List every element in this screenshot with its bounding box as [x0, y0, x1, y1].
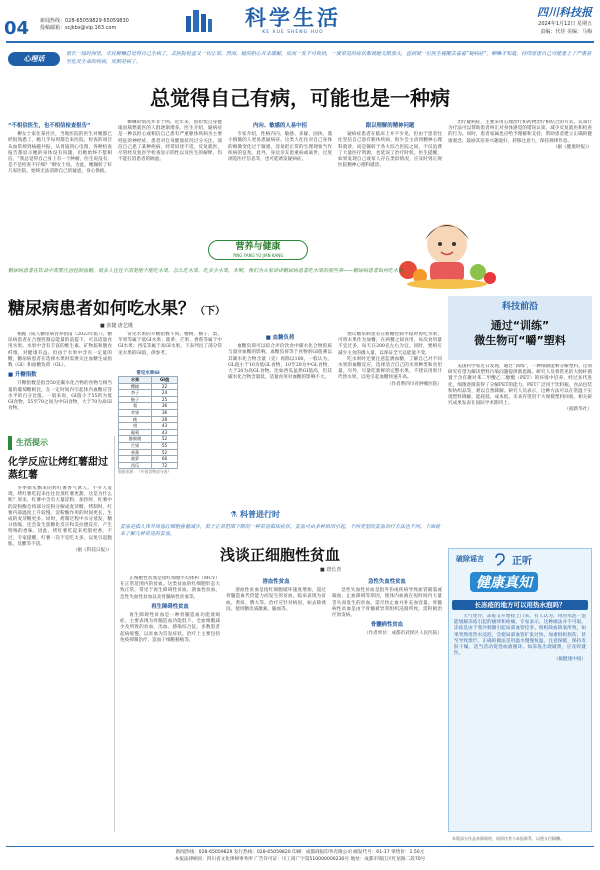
article-subheading: “不相信医生，也不相信检查报告”	[8, 123, 91, 129]
header-editors: 责编：代佳 美编：马梅	[540, 29, 592, 35]
article-source: （作者系四川省肿瘤医院）	[386, 381, 442, 387]
gi-table	[118, 376, 178, 469]
article-paragraph: 专家介绍，性格内向、敏感、多疑、固执、谨小慎微的人更易患疑病症。这类人往往对自己身体的细微变化过于敏感，容易把正常的生理现象当作疾病的征兆。此外，身边亲友患重病或离世、过度浏览医疗信息等，也可能诱发疑病症。	[228, 132, 332, 163]
tag-label: 科普进行时	[239, 510, 280, 519]
article-subheading: 溶血性贫血	[262, 579, 290, 585]
article-byline: ■ 张捷 唐艺瑾	[100, 323, 133, 329]
building-icon	[184, 8, 214, 32]
table-note: 数据来源：《中国食物成分表》	[118, 469, 172, 475]
section-pinyin: KE XUE SHENG HUO	[262, 30, 324, 35]
table-cell: 柚子	[119, 396, 152, 403]
table-row	[119, 383, 178, 390]
column-tag-psychology	[8, 52, 60, 66]
table-cell: 葡萄	[119, 429, 152, 436]
fruit-illustration-icon	[392, 210, 502, 290]
table-cell: 22	[152, 383, 178, 390]
table-cell: 43	[152, 429, 178, 436]
article-paragraph: 天气变冷，冻疮又开始找上门来。有人认为，用热水泡一泡能缓解冻疮引起的瘙痒和疼痛。专家表示，这种做法并不可取。冻疮是由于寒冷刺激引起局部血管痉挛、组织缺血缺氧所致，如果突然用热水浸泡，会使局部血管扩张过快，加重组织损伤，甚至导致溃烂。正确的做法是用温水慢慢复温，注意保暖，保持皮肤干燥，适当活动促进血液循环。如冻疮出现破溃，应及时就医。	[454, 614, 586, 657]
table-title: 常见水果GI	[136, 371, 160, 376]
article-paragraph: 疑病症患者在临床上并不少见，但由于患者往往坚信自己患有躯体疾病，很少会主动到精神心理科就诊，而是辗转于各大综合医院之间，不仅浪费了大量医疗资源，也延误了治疗时机。医生提醒，如果发现自己或家人存在类似情况，应及时到正规医院精神心理科就诊。	[338, 132, 442, 169]
article-column	[120, 576, 220, 832]
article-column	[8, 332, 112, 432]
tag-label: 生活提示	[16, 438, 48, 447]
article-intro: 很长一段时间里，市民柳琳总觉得自己生病了，去医院检查又一切正常，然而，她的担心并未缓解，反而一发不可收拾，一度常见的症状都被她无限放大，直到被一位医生提醒去看看“疑病症”，柳琳才知道，持续思虑自己可能患上了严重甚至危及生命的疾病，反倒是病了。	[66, 51, 592, 65]
article-paragraph: 冬季街头飘来的烤红薯香气诱人。不少人发现，烤红薯吃起来往往比蒸红薯更甜，这是为什么呢？原来，红薯中含有大量淀粉，加热时，红薯中的淀粉酶会将部分淀粉分解成麦芽糖。烤制时，红薯内部温度上升较慢，淀粉酶作用的时间更长，生成的麦芽糖更多。同时，烤制过程中水分蒸发，糖分浓缩，还会发生焦糖化反应和美拉德反应，产生特殊的香味。因此，烤红薯吃起来更甜更香。不过，专家提醒，红薯一次不宜吃太多，以免引起腹胀、反酸等不适。	[8, 486, 112, 547]
article-paragraph: 柳女士家住某社区，当地医院的医生对她都已经很熟悉了。她几乎每周都会来医院，检查的项目从血常规到核磁共振，从胃镜到心电图，各种检查报告都显示她的身体没有问题，但她始终不愿相信。“我总觉得自己身上有一个肿瘤，医生说没有，是不是检查不仔细？”柳女士说。为此，她辗转了好几家医院，始终无法消除自己的疑虑，身心俱疲。	[8, 132, 112, 175]
table-row	[119, 449, 178, 456]
article-column	[338, 332, 442, 502]
article-column	[332, 576, 442, 832]
header-contact-line: 投稿邮箱：scjkbs@vip.163.com	[40, 25, 117, 31]
article-column	[8, 486, 112, 832]
article-column	[226, 576, 326, 832]
nutrition-intro: 糖尿病患者在饮食中需要注意控制血糖，很多人往往不清楚能不能吃水果、怎么吃水果、吃多少水果。本期，我们为大家讲讲糖尿病患者吃水果的那些事——糖尿病患者如何吃水果。	[8, 268, 409, 274]
table-cell: 李子	[119, 390, 152, 397]
table-row	[119, 436, 178, 443]
table-cell: 芒果	[119, 442, 152, 449]
article-paragraph: 正细胞性贫血是指红细胞平均体积（MCV）在正常范围内的贫血。这类贫血的红细胞形态大致正常，常见于再生障碍性贫血、溶血性贫血、急性失血性贫血以及骨髓病性贫血等。	[120, 576, 220, 600]
article-subheading: 跟以理解的精神问题	[365, 123, 415, 129]
article-subheading: ■ 血糖负荷	[265, 335, 295, 341]
header-contact	[40, 18, 129, 32]
table-cell: 柑	[119, 423, 152, 430]
gi-table-block	[118, 370, 178, 474]
table-cell: 25	[152, 396, 178, 403]
table-cell: 苹果	[119, 409, 152, 416]
page-number: 04	[4, 18, 30, 39]
article-paragraph: 治疗疑病症，主要采用心理治疗和药物治疗相结合的方式。认知行为疗法可以帮助患者纠正对身体感觉的错误认知，减少反复就医和检查的行为。同时，患者家属也应给予理解和支持，帮助患者建立正确的健康观念，鼓励其培养兴趣爱好，转移注意力，保持规律作息。	[448, 120, 592, 144]
table-header: GI值	[152, 377, 178, 384]
article-subheading: 急性失血性贫血	[368, 579, 406, 585]
masthead: 四川科技报	[537, 6, 592, 19]
article-paragraph: 升糖指数是指含50克碳水化合物的食物与相当量的葡萄糖相比，在一定时间内引起体内血糖应答水平的百分比值。一般来说，GI值小于55的为低GI食物，55至70之间为中GI食物，大于70为高GI食物。	[8, 381, 112, 412]
banner-pinyin: YING YANG YU JIAN KANG	[232, 253, 284, 258]
table-cell: 28	[152, 416, 178, 423]
table-row	[119, 409, 178, 416]
page-footer	[8, 849, 592, 863]
headline-line: 微生物可“嚼”塑料	[474, 334, 566, 347]
tech-tag	[470, 300, 570, 314]
rumor-label: 破除谣言	[456, 555, 484, 563]
section-title: 科学生活	[245, 6, 341, 30]
headline-text: 糖尿病患者如何吃水果？	[8, 299, 195, 319]
article-subheading: 骨髓病性贫血	[370, 622, 404, 629]
article-paragraph: 根据《成人糖尿病食养指南（2023年版）》，糖尿病患者在合理控制总能量的前提下，可以适量食用水果。水果中含有丰富的维生素、矿物质和膳食纤维，对健康有益。但由于水果中含有一定量的糖，糖尿病患者在选择水果时需要关注血糖生成指数（GI）和血糖负荷（GL）。	[8, 332, 112, 369]
table-row	[119, 462, 178, 469]
article-headline: 浅谈正细胞性贫血	[219, 546, 340, 564]
table-cell: 66	[152, 456, 178, 463]
banner-title: 营养与健康	[235, 242, 281, 252]
header-contact-line: 新闻热线：028-65059829 65059830	[40, 18, 129, 24]
life-tip-tag	[8, 436, 72, 450]
article-source: （据新华社）	[564, 407, 592, 413]
article-source: （作者单位：成都市武侯区人民医院）	[363, 631, 442, 637]
table-cell: 梨	[119, 403, 152, 410]
science-tag	[210, 508, 300, 522]
table-row	[119, 403, 178, 410]
headline-line: 通过“训练”	[490, 319, 550, 332]
table-cell: 24	[152, 390, 178, 397]
rumor-label-2: 正听	[512, 556, 532, 567]
table-cell: 西瓜	[119, 462, 152, 469]
table-cell: 52	[152, 449, 178, 456]
article-headline: 总觉得自己有病，可能也是一种病	[150, 86, 450, 110]
article-column	[448, 364, 592, 544]
article-headline: 化学反应让烤红薯甜过蒸红薯	[8, 457, 108, 481]
article-source: （据《科技日报》）	[72, 548, 112, 554]
table-row	[119, 390, 178, 397]
page-header	[0, 0, 600, 44]
article-headline	[8, 299, 368, 322]
article-paragraph: 建议糖尿病患者在血糖控制平稳时再吃水果，可将水果作为加餐，在两餐之间食用，每次食用量不宜过多，每天在200克左右为宜。同时，要相应减少主食的摄入量，以保证全天总能量不变。	[338, 332, 442, 356]
column-divider	[114, 436, 115, 832]
article-subheading: 内向、敏感的人易中招	[253, 123, 307, 129]
table-cell: 36	[152, 409, 178, 416]
article-paragraph: 血糖负荷可以综合评价饮食中碳水化合物的质与量对血糖的影响。血糖负荷等于食物的GI值乘以其碳水化合物含量（克）再除以100。一般认为，GL值小于10为低GL食物，10至20为中GL食物，大于20为高GL食物。比如西瓜虽然GI值高，但其碳水化合物含量低，适量食用对血糖的影响不大。	[228, 344, 332, 381]
section-title-block	[218, 6, 368, 36]
article-column	[228, 332, 332, 502]
article-source: （据健康中国）	[553, 657, 586, 663]
article-paragraph: 再生障碍性贫血是一种骨髓造血功能衰竭症，主要表现为骨髓造血功能低下、全血细胞减少及所致的贫血、出血、感染综合征。多数患者起病缓慢，以贫血为首发症状。治疗上主要包括免疫抑制治疗、造血干细胞移植等。	[120, 613, 220, 643]
article-intro: 贫血是指人体外周血红细胞容量减少，低于正常范围下限的一种常见临床症状。贫血可由多种原因引起，不同类型的贫血治疗方法也不同。下面就来了解几种常见的贫血。	[120, 524, 441, 537]
table-cell: 36	[152, 403, 178, 410]
table-row	[119, 396, 178, 403]
table-cell: 猕猴桃	[119, 436, 152, 443]
table-row	[119, 456, 178, 463]
article-paragraph: 溶血性贫血是指红细胞破坏速度增加，超过骨髓造血代偿能力而发生的贫血。临床表现为贫血、黄疸、脾大等。治疗应针对病因，如去除诱因、使用糖皮质激素、输血等。	[226, 588, 326, 612]
table-cell: 72	[152, 462, 178, 469]
tag-label: 科技前沿	[501, 302, 538, 312]
table-cell: 52	[152, 436, 178, 443]
table-row	[119, 429, 178, 436]
footer-divider	[6, 846, 594, 847]
article-column	[454, 614, 586, 804]
article-subheading: ■ 升糖指数	[8, 372, 37, 379]
table-cell: 香蕉	[119, 449, 152, 456]
footer-line: 本报法律顾问：四川省文化律师事务所 广告许可证：川工商广字第510000000230号 地址：成都市锦江区红星路二段70号	[174, 857, 426, 862]
table-row	[119, 416, 178, 423]
article-paragraph: 急性失血性贫血是指外伤或疾病导致血管破裂或凝血、止血障碍等原因，使体内血液在短时间内大量丢失而发生的贫血。需尽快止血并补充血容量。骨髓病性贫血是由于骨髓被异常组织浸润所致，需积极治疗原发病。	[332, 588, 442, 619]
table-row	[119, 442, 178, 449]
table-header: 水果	[119, 377, 152, 384]
table-cell: 43	[152, 423, 178, 430]
article-source: （据《健康时报》）	[552, 144, 592, 150]
article-paragraph: 常见水果的升糖指数不同。樱桃、柚子、梨、苹果等属于低GI水果；菠萝、芒果、香蕉等属于中GI水果；西瓜等属于高GI水果。下表列出了部分常见水果的GI值，供参考。	[118, 332, 222, 356]
notice-text: 本版部分作品来源网络，请原作者与本报联系，以便支付稿酬。	[452, 836, 564, 841]
article-paragraph: 柳琳的情况并非个例。近年来，因担忧自身健康而频繁就医的人群逐渐增多。医生介绍，疑病症是一种以担心或相信自己患有严重躯体疾病为主要特征的神经症，患者对自身健康状况过分关注，深信自己患了某种疾病，经常诉述不适，反复就医，尽管经反复医学检查显示阴性以及医生的解释，均不能打消患者的顾虑。	[118, 120, 222, 163]
article-subheading: 再生障碍性贫血	[151, 603, 189, 610]
tag-label: 心理话	[23, 55, 45, 63]
article-paragraph: 吃水果时还要注意监测血糖，了解自己对不同水果的血糖反应，选择适合自己的水果种类和食用量。另外，尽量吃新鲜的完整水果，不建议用果汁代替水果，以免引起血糖快速升高。	[338, 356, 442, 381]
headline-part: （下）	[195, 306, 225, 317]
table-cell: 55	[152, 442, 178, 449]
banner-title-box	[208, 240, 308, 260]
header-date: 2024年1月12日 星期五	[538, 21, 592, 27]
ear-icon	[492, 552, 506, 566]
brand-title: 健康真知	[470, 572, 538, 592]
article-paragraph: 美国科学家近日发现，通过“训练”，一种细菌能够分解塑料。这项研究有望为解决塑料污染问题提供新思路。研究人员将常见的大肠杆菌置于含有聚对苯二甲酸乙二醇酯（PET）的环境中培养，经过多代进化，细菌逐渐获得了分解PET的能力。PET广泛用于饮料瓶、食品包装和纺织品等，难以自然降解。研究人员表示，这种方法可以在常温下实现塑料降解，能耗低、成本低，未来有望用于大规模塑料回收。相关研究成果发表在国际学术期刊上。	[448, 364, 592, 407]
header-divider	[6, 41, 594, 43]
table-cell: 桃	[119, 416, 152, 423]
footer-line: 新闻热线：028-65059829 发行热线：028-65059820 印刷：成都商报印务有限公司 邮发代号：61-17 零售价：1.50元	[175, 850, 425, 855]
table-cell: 菠萝	[119, 456, 152, 463]
table-cell: 樱桃	[119, 383, 152, 390]
flask-icon: ⚗	[230, 510, 238, 519]
table-row	[119, 423, 178, 430]
article-headline: 长冻疮的地方可以用热水泡吗？	[452, 600, 588, 610]
article-headline	[448, 318, 592, 348]
article-byline: ■ 唐长青	[320, 567, 342, 573]
